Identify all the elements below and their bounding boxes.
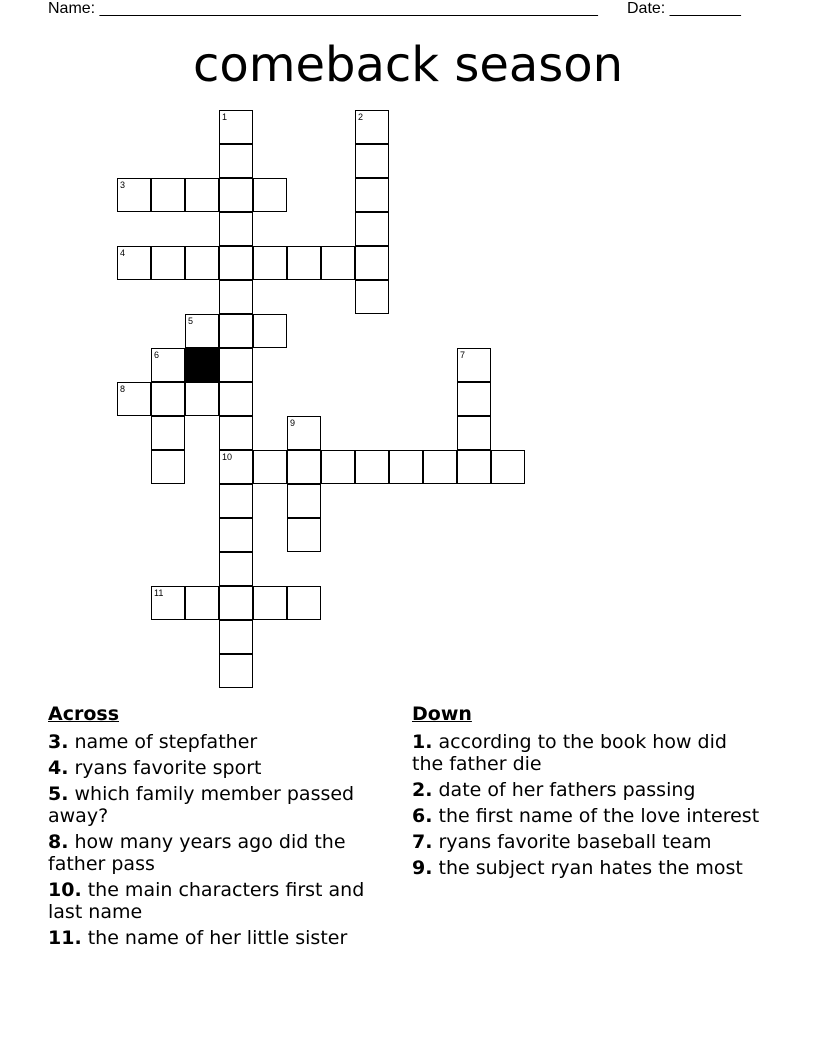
crossword-cell[interactable] — [355, 212, 389, 246]
crossword-cell[interactable] — [355, 144, 389, 178]
across-clue-4 — [48, 831, 398, 875]
cell-number: 7 — [460, 350, 466, 360]
crossword-cell[interactable] — [287, 484, 321, 518]
name-field[interactable]: Name: ________________________________________________________ — [48, 0, 598, 17]
clue-text: the subject ryan hates the most — [432, 857, 743, 879]
crossword-cell[interactable] — [253, 450, 287, 484]
crossword-cell[interactable] — [117, 382, 151, 416]
crossword-cell[interactable] — [457, 416, 491, 450]
crossword-cell[interactable] — [219, 450, 253, 484]
crossword-cell[interactable] — [219, 348, 253, 382]
crossword-cell[interactable] — [151, 246, 185, 280]
clue-number: 11. — [48, 927, 82, 949]
crossword-cell[interactable] — [117, 246, 151, 280]
clue-text: ryans favorite sport — [68, 757, 262, 779]
across-clue-1 — [48, 731, 398, 753]
clue-number: 3. — [48, 731, 69, 753]
clue-number: 5. — [48, 783, 69, 805]
crossword-cell[interactable] — [219, 178, 253, 212]
crossword-cell[interactable] — [355, 110, 389, 144]
clue-number: 7. — [412, 831, 433, 853]
across-clue-2 — [48, 757, 398, 779]
crossword-cell[interactable] — [321, 450, 355, 484]
clue-text: ryans favorite baseball team — [432, 831, 712, 853]
cell-number: 4 — [120, 248, 126, 258]
clue-text: which family member passed away? — [48, 783, 355, 827]
crossword-cell[interactable] — [219, 552, 253, 586]
crossword-cell[interactable] — [151, 178, 185, 212]
clue-text: the first name of the love interest — [432, 805, 760, 827]
cell-number: 9 — [290, 418, 296, 428]
across-clue-5 — [48, 879, 398, 923]
crossword-cell[interactable] — [151, 586, 185, 620]
clue-number: 4. — [48, 757, 69, 779]
crossword-cell[interactable] — [219, 654, 253, 688]
clue-text: how many years ago did the father pass — [48, 831, 346, 875]
crossword-cell[interactable] — [287, 586, 321, 620]
cell-number: 6 — [154, 350, 160, 360]
crossword-cell[interactable] — [355, 246, 389, 280]
clue-text: the main characters first and last name — [48, 879, 365, 923]
cell-number: 3 — [120, 180, 126, 190]
clue-number: 10. — [48, 879, 82, 901]
crossword-cell[interactable] — [457, 348, 491, 382]
crossword-cell[interactable] — [185, 178, 219, 212]
crossword-cell[interactable] — [287, 246, 321, 280]
crossword-cell[interactable] — [219, 144, 253, 178]
crossword-cell[interactable] — [151, 382, 185, 416]
crossword-cell[interactable] — [219, 212, 253, 246]
down-clue-3 — [412, 805, 762, 827]
clue-number: 1. — [412, 731, 433, 753]
down-clue-2 — [412, 779, 762, 801]
crossword-cell[interactable] — [117, 178, 151, 212]
crossword-cell[interactable] — [185, 586, 219, 620]
crossword-cell[interactable] — [219, 246, 253, 280]
clue-number: 6. — [412, 805, 433, 827]
clue-number: 8. — [48, 831, 69, 853]
puzzle-title: comeback season — [192, 37, 624, 93]
down-clue-1 — [412, 731, 762, 775]
crossword-cell[interactable] — [185, 314, 219, 348]
date-field[interactable]: Date: ________ — [627, 0, 741, 17]
clue-text: according to the book how did the father die — [412, 731, 727, 775]
cell-number: 2 — [358, 112, 364, 122]
across-clues — [48, 703, 398, 953]
across-heading: Across — [48, 703, 120, 725]
clue-number: 9. — [412, 857, 433, 879]
crossword-cell[interactable] — [253, 586, 287, 620]
down-heading: Down — [412, 703, 472, 725]
crossword-cell[interactable] — [219, 586, 253, 620]
crossword-cell[interactable] — [151, 348, 185, 382]
cell-number: 5 — [188, 316, 194, 326]
clue-text: the name of her little sister — [81, 927, 348, 949]
crossword-cell[interactable] — [389, 450, 423, 484]
crossword-cell[interactable] — [491, 450, 525, 484]
across-clue-3 — [48, 783, 398, 827]
crossword-cell[interactable] — [219, 110, 253, 144]
down-clue-5 — [412, 857, 762, 879]
crossword-cell[interactable] — [355, 280, 389, 314]
crossword-cell[interactable] — [457, 450, 491, 484]
across-clue-6 — [48, 927, 398, 949]
clue-text: name of stepfather — [68, 731, 258, 753]
clue-number: 2. — [412, 779, 433, 801]
crossword-cell[interactable] — [219, 416, 253, 450]
crossword-cell[interactable] — [253, 314, 287, 348]
crossword-cell[interactable] — [185, 382, 219, 416]
crossword-cell[interactable] — [219, 484, 253, 518]
blocked-square — [185, 348, 219, 382]
crossword-cell[interactable] — [219, 382, 253, 416]
crossword-cell[interactable] — [151, 416, 185, 450]
crossword-cell[interactable] — [253, 178, 287, 212]
crossword-cell[interactable] — [457, 382, 491, 416]
crossword-cell[interactable] — [151, 450, 185, 484]
crossword-cell[interactable] — [355, 178, 389, 212]
crossword-cell[interactable] — [185, 246, 219, 280]
crossword-cell[interactable] — [287, 518, 321, 552]
down-clue-4 — [412, 831, 762, 853]
cell-number: 11 — [154, 588, 164, 598]
crossword-cell[interactable] — [219, 620, 253, 654]
crossword-cell[interactable] — [321, 246, 355, 280]
crossword-cell[interactable] — [219, 280, 253, 314]
cell-number: 10 — [222, 452, 233, 462]
cell-number: 8 — [120, 384, 126, 394]
crossword-cell[interactable] — [219, 314, 253, 348]
cell-number: 1 — [222, 112, 228, 122]
crossword-cell[interactable] — [287, 416, 321, 450]
crossword-cell[interactable] — [287, 450, 321, 484]
crossword-cell[interactable] — [423, 450, 457, 484]
crossword-cell[interactable] — [219, 518, 253, 552]
down-clues — [412, 703, 762, 883]
clue-text: date of her fathers passing — [432, 779, 696, 801]
crossword-cell[interactable] — [355, 450, 389, 484]
crossword-cell[interactable] — [253, 246, 287, 280]
